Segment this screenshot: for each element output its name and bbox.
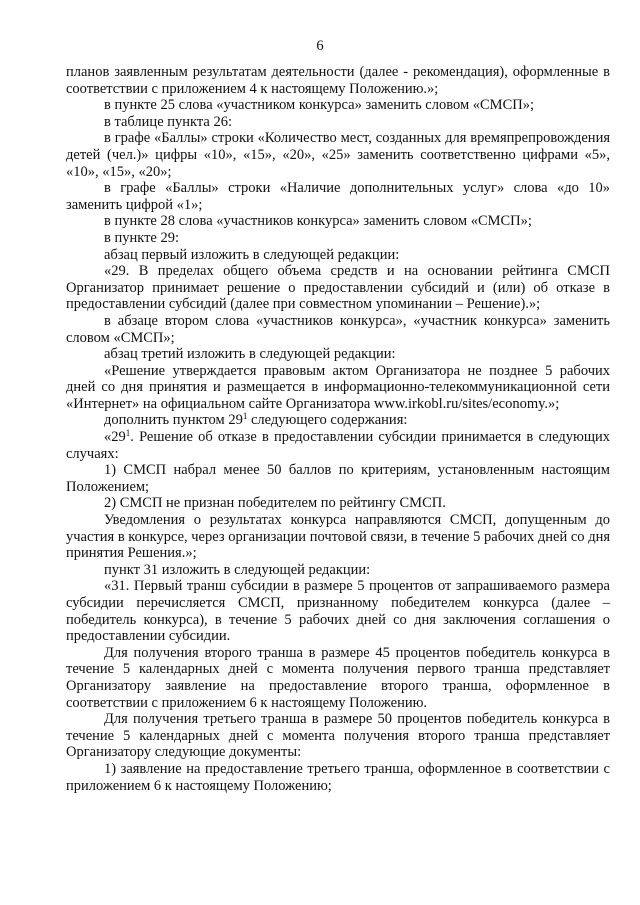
paragraph-case-2: 2) СМСП не признан победителем по рейтингу СМСП. [104,495,446,512]
paragraph-item-29: в пункте 29: [104,229,180,246]
paragraph-item-28: в пункте 28 слова «участников конкурса» заменить словом «СМСП»; [104,213,532,230]
superscript: 1 [242,411,248,422]
paragraph-third-tranche-item-1: 1) заявление на предоставление третьего транша, оформленное в соответствии с приложением 6 к настоящему Положению; [66,760,610,794]
paragraph-points-services: в графе «Баллы» строки «Наличие дополнительных услуг» слова «до 10» заменить цифрой «1»; [66,180,610,213]
paragraph-29-1-text [66,429,610,462]
paragraph-first-abzac: абзац первый изложить в следующей редакции: [104,246,400,263]
document-body [66,64,610,794]
paragraph-third-tranche: Для получения третьего транша в размере 50 процентов победитель конкурса в течение 5 календарных дней с момента получения второго транша представляет Организатору следующие документы: [66,711,610,761]
text-span: дополнить пунктом 29 [104,412,243,429]
paragraph-31-text: «31. Первый транш субсидии в размере 5 процентов от запрашиваемого размера субсидии перечисляется СМСП, признанному победителем конкурса (далее – победитель конкурса), в течение 5 рабочих дней со дня заключения соглашения о предоставлении субсидии. [66,578,610,645]
paragraph-second-tranche: Для получения второго транша в размере 45 процентов победитель конкурса в течение 5 календарных дней с момента получения первого транша представляет Организатору заявление на предоставление второго транша, оформленное в соответствии с приложением 6 к настоящему Положению. [66,644,610,711]
paragraph-item-31: пункт 31 изложить в следующей редакции: [104,561,371,578]
paragraph-continuation: планов заявленным результатам деятельности (далее - рекомендация), оформленные в соответствии с приложением 4 к настоящему Положению.»; [66,64,610,97]
paragraph-case-1: 1) СМСП набрал менее 50 баллов по критериям, установленным настоящим Положением; [66,462,610,495]
paragraph-add-29-1 [66,412,610,429]
paragraph-second-abzac: в абзаце втором слова «участников конкурса», «участник конкурса» заменить словом «СМСП»; [66,312,610,346]
paragraph-points-places: в графе «Баллы» строки «Количество мест, созданных для времяпрепровождения детей (чел.)» цифры «10», «15», «20», «25» заменить соответственно цифрами «5», «10», «15», «20»; [66,130,610,180]
text-span: «29 [104,429,126,446]
paragraph-item-25: в пункте 25 слова «участником конкурса» заменить словом «СМСП»; [104,97,534,114]
text-span: следующего содержания: [247,412,408,429]
paragraph-notifications: Уведомления о результатах конкурса направляются СМСП, допущенным до участия в конкурсе, через организации почтовой связи, в течение 5 рабочих дней со дня принятия Решения.»; [66,512,610,562]
paragraph-third-abzac: абзац третий изложить в следующей редакции: [104,346,396,363]
paragraph-table-26: в таблице пункта 26: [104,113,232,130]
paragraph-29-text: «29. В пределах общего объема средств и на основании рейтинга СМСП Организатор принимает решение о предоставлении субсидий и (или) об отказе в предоставлении субсидий (далее при совместном упоминании – Решение).»; [66,263,610,313]
paragraph-decision-text: «Решение утверждается правовым актом Организатора не позднее 5 рабочих дней со дня принятия и размещается в информационно-телекоммуникационной сети «Интернет» на официальном сайте Организатора www.irkobl.ru/sites/economy.»; [66,362,610,412]
page-number: 6 [316,38,324,54]
text-span: . Решение об отказе в предоставлении субсидии принимается в следующих случаях: [66,429,610,462]
superscript: 1 [125,428,131,439]
